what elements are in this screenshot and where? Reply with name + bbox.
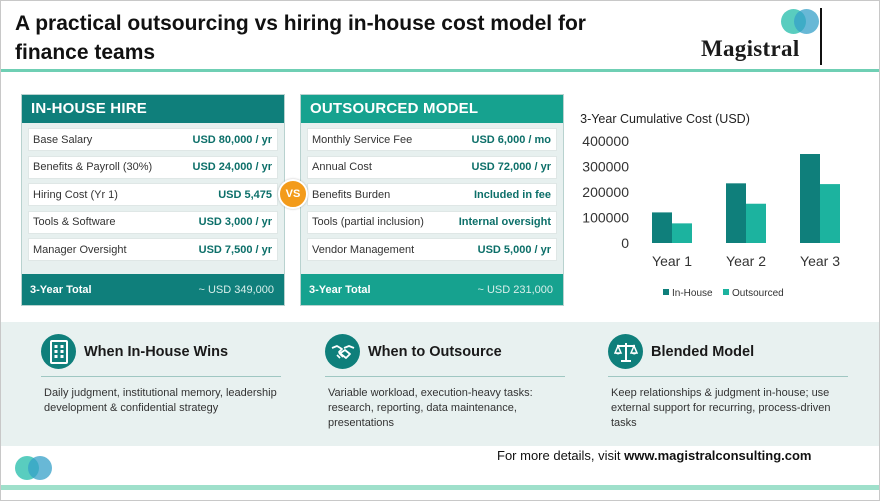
row-label: Manager Oversight — [33, 243, 127, 256]
inhouse-total — [22, 274, 284, 305]
legend-label: In-House — [672, 288, 713, 299]
row-value: Internal oversight — [458, 216, 551, 228]
section-divider — [41, 376, 281, 377]
outsourced-total — [301, 274, 563, 305]
inhouse-panel-title: IN-HOUSE HIRE — [22, 95, 284, 123]
section-divider — [608, 376, 848, 377]
chart-title: 3-Year Cumulative Cost (USD) — [580, 112, 750, 126]
row-value: Included in fee — [473, 188, 551, 201]
inhouse-row — [28, 183, 278, 206]
scales-icon — [608, 334, 643, 369]
y-tick-label: 400000 — [582, 133, 629, 149]
row-value: USD 6,000 / mo — [471, 133, 551, 146]
bar-inhouse-year3 — [800, 154, 820, 243]
y-tick-label: 0 — [621, 235, 629, 251]
row-label: Base Salary — [33, 133, 93, 146]
header-divider — [1, 69, 879, 72]
footer-divider — [1, 485, 879, 490]
footer-link[interactable]: www.magistralconsulting.com — [624, 448, 812, 463]
legend-swatch — [723, 289, 729, 295]
cost-chart — [571, 101, 871, 311]
inhouse-row — [28, 238, 278, 261]
vs-badge: VS — [278, 179, 308, 209]
section-heading: Blended Model — [651, 344, 755, 360]
logo-divider — [820, 8, 822, 65]
section-heading: When In-House Wins — [84, 344, 229, 360]
section-divider — [325, 376, 565, 377]
outsourced-row — [307, 156, 557, 179]
section-description: Variable workload, execution-heavy tasks: research, reporting, data maintenance, presentations — [328, 387, 533, 429]
inhouse-row — [28, 156, 278, 179]
logo-circles-icon — [781, 9, 821, 35]
bar-outsourced-year2 — [746, 204, 766, 243]
outsourced-panel-title: OUTSOURCED MODEL — [301, 95, 563, 123]
row-label: Benefits & Payroll (30%) — [33, 161, 153, 173]
x-tick-label: Year 3 — [800, 253, 840, 269]
x-tick-label: Year 1 — [652, 253, 692, 269]
row-value: USD 24,000 / yr — [192, 161, 272, 173]
section-heading: When to Outsource — [368, 344, 502, 360]
logo-text: Magistral — [701, 36, 800, 61]
row-label: Benefits Burden — [312, 188, 391, 201]
row-label: Hiring Cost (Yr 1) — [33, 188, 118, 201]
outsourced-row — [307, 128, 557, 151]
row-value: USD 5,000 / yr — [477, 243, 551, 256]
row-value: USD 80,000 / yr — [192, 133, 272, 146]
page-title: A practical outsourcing vs hiring in-house cost model for finance teams — [15, 12, 586, 64]
section-description: Keep relationships & judgment in-house; use external support for recurring, process-driven tasks — [611, 387, 831, 429]
outsourced-row — [307, 238, 557, 261]
bar-outsourced-year1 — [672, 223, 692, 243]
y-tick-label: 300000 — [582, 158, 629, 175]
x-tick-label: Year 2 — [726, 253, 766, 269]
row-value: USD 72,000 / yr — [471, 161, 551, 173]
inhouse-row — [28, 128, 278, 151]
footer-circles-icon — [15, 456, 55, 482]
row-label: Monthly Service Fee — [312, 133, 413, 146]
row-label: Vendor Management — [312, 243, 415, 256]
total-value: ~ USD 231,000 — [477, 283, 553, 296]
total-label: 3-Year Total — [30, 283, 92, 296]
bar-inhouse-year1 — [652, 212, 672, 243]
row-label: Tools (partial inclusion) — [312, 216, 424, 228]
bar-inhouse-year2 — [726, 183, 746, 243]
outsourced-panel — [300, 94, 564, 306]
row-label: Annual Cost — [312, 161, 372, 173]
outsourced-row — [307, 183, 557, 206]
legend-swatch — [663, 289, 669, 295]
magistral-logo — [701, 7, 831, 67]
cost-chart-svg — [571, 101, 871, 311]
row-label: Tools & Software — [33, 216, 116, 228]
footer-prefix: For more details, visit — [497, 448, 625, 463]
y-tick-label: 100000 — [582, 209, 629, 226]
y-tick-label: 200000 — [582, 184, 629, 200]
section-description: Daily judgment, institutional memory, leadership development & confidential strategy — [44, 387, 277, 414]
outsourced-row — [307, 211, 557, 234]
legend-label: Outsourced — [732, 288, 784, 299]
row-value: USD 5,475 — [218, 188, 272, 201]
inhouse-row — [28, 211, 278, 234]
bar-outsourced-year3 — [820, 184, 840, 243]
row-value: USD 3,000 / yr — [198, 216, 272, 228]
footer-text — [497, 448, 811, 463]
total-value: ~ USD 349,000 — [198, 283, 274, 296]
row-value: USD 7,500 / yr — [198, 243, 272, 256]
handshake-icon — [325, 334, 360, 369]
building-icon — [41, 334, 76, 369]
total-label: 3-Year Total — [309, 283, 371, 296]
inhouse-panel — [21, 94, 285, 306]
